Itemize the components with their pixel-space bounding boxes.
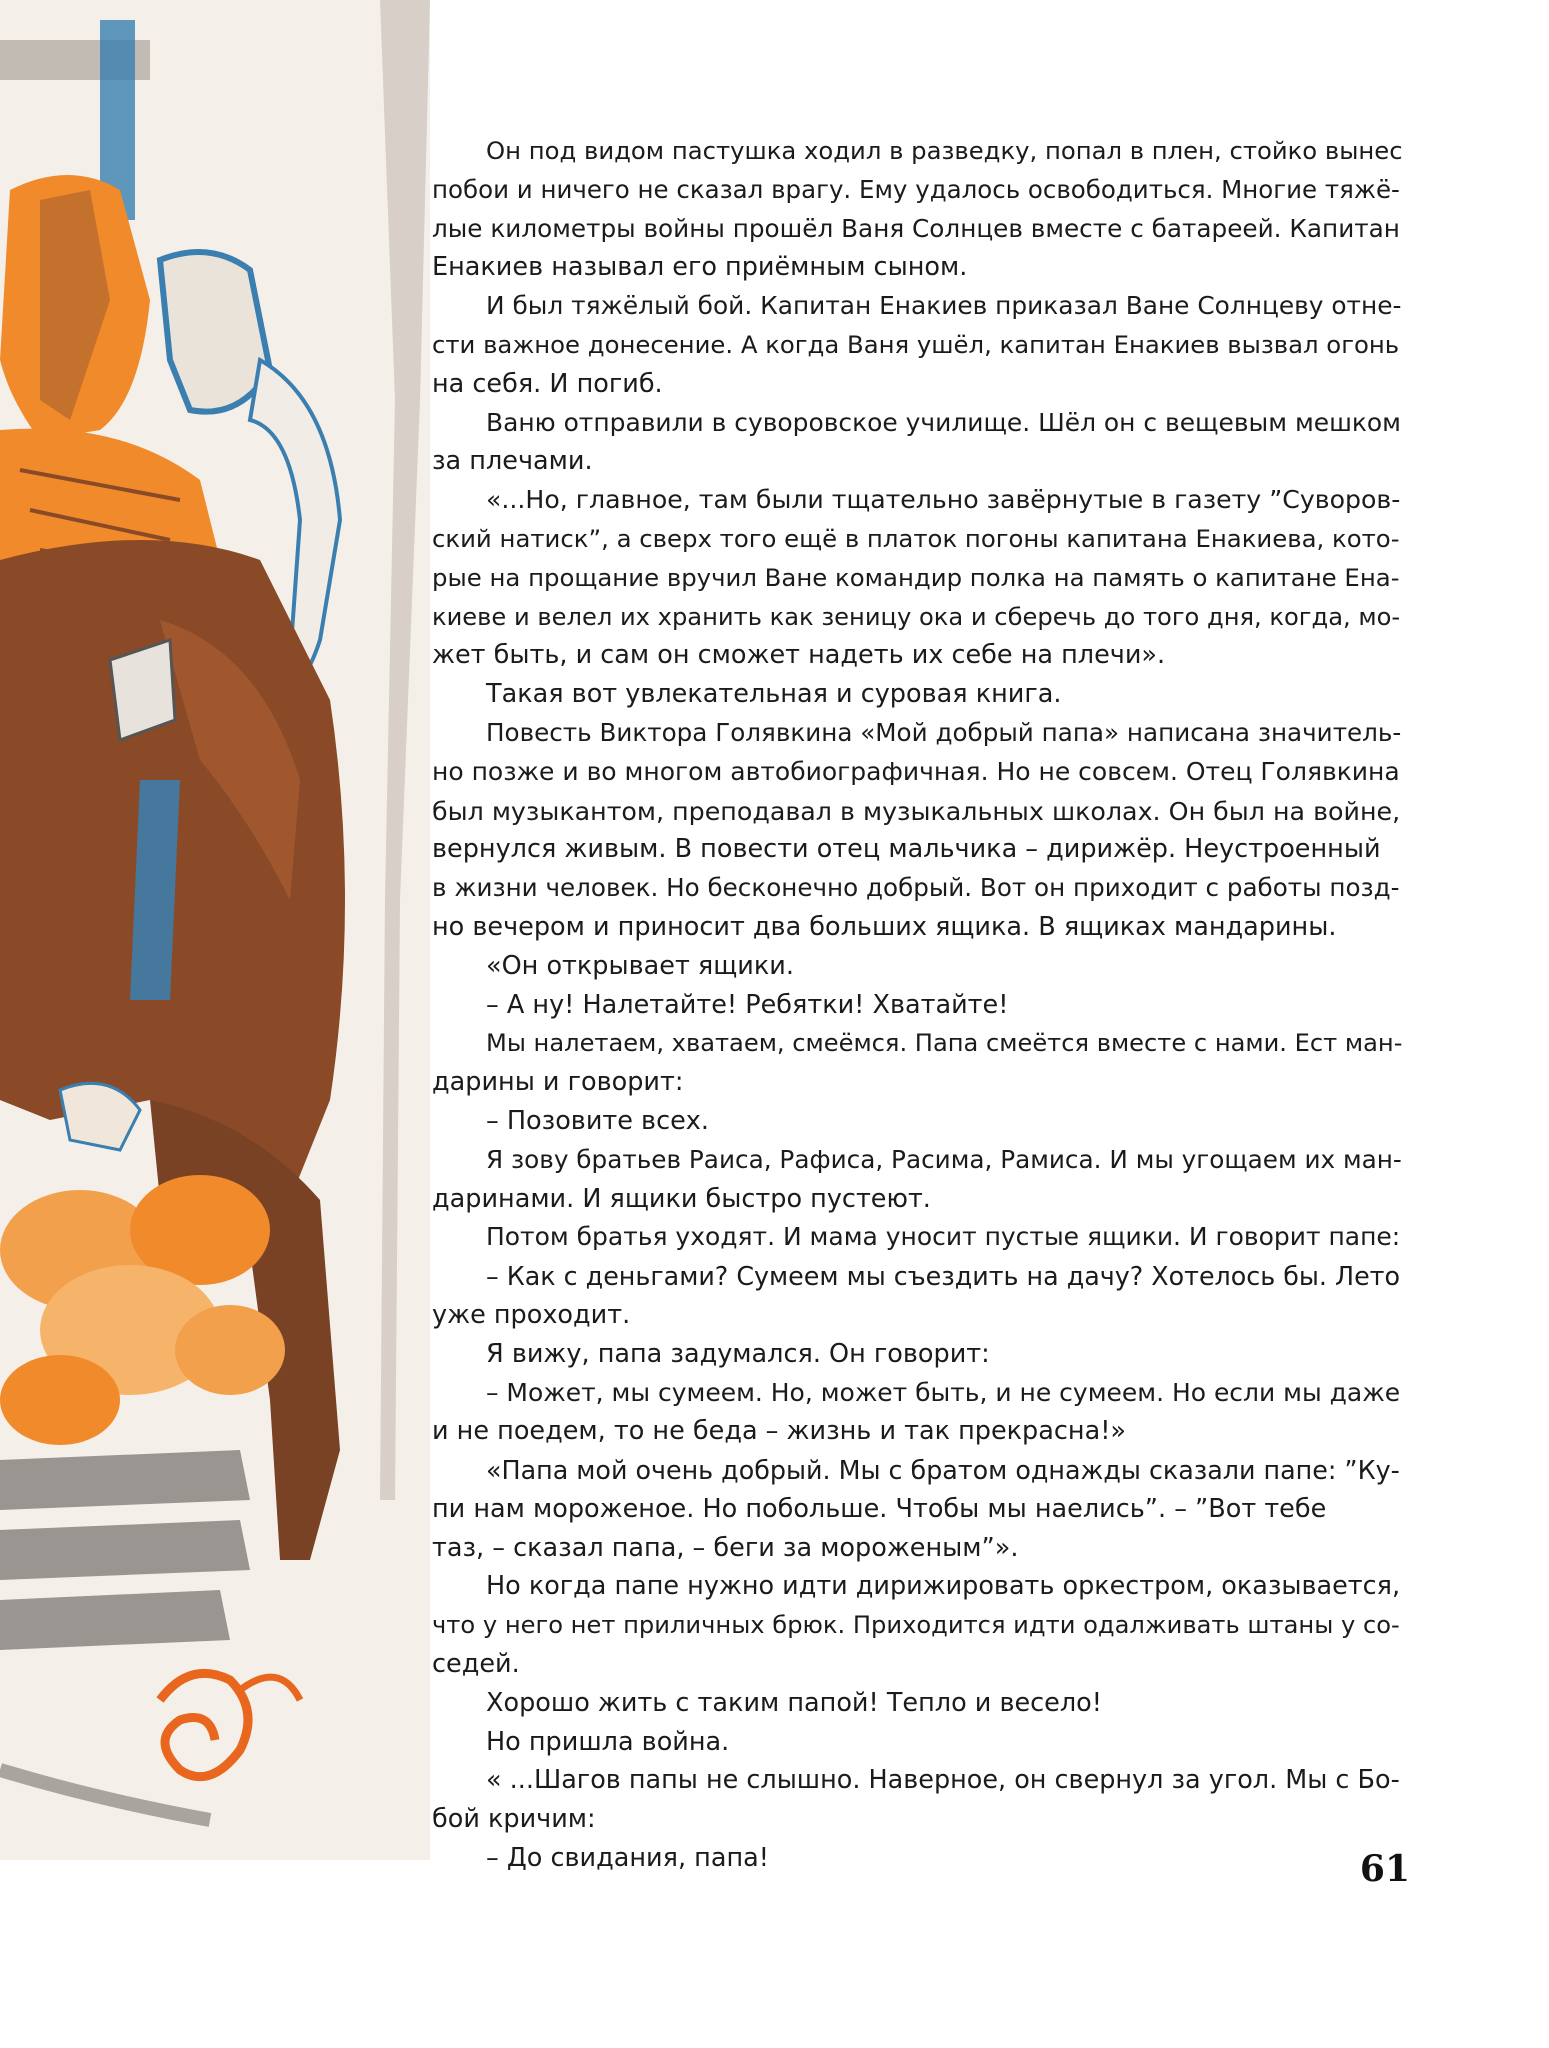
illustration xyxy=(0,0,450,1860)
text-line: жет быть, и сам он сможет надеть их себе на плечи». xyxy=(432,640,1166,671)
text-line: сти важное донесение. А когда Ваня ушёл, капитан Енакиев вызвал огонь xyxy=(432,329,1400,359)
text-line: Ваню отправили в суворовское училище. Шёл он с вещевым мешком xyxy=(486,407,1401,437)
text-line: и не поедем, то не беда – жизнь и так прекрасна!» xyxy=(432,1416,1127,1447)
text-line: – Как с деньгами? Сумеем мы съездить на дачу? Хотелось бы. Лето xyxy=(486,1261,1400,1292)
text-line: И был тяжёлый бой. Капитан Енакиев приказал Ване Солнцеву отне- xyxy=(486,291,1402,321)
text-line: Повесть Виктора Голявкина «Мой добрый папа» написана значитель- xyxy=(486,717,1402,747)
text-line: на себя. И погиб. xyxy=(432,368,663,399)
text-line: Енакиев называл его приёмным сыном. xyxy=(432,252,968,283)
body-text xyxy=(432,132,1403,1878)
text-line: «Папа мой очень добрый. Мы с братом однажды сказали папе: ”Ку- xyxy=(486,1455,1400,1486)
text-line: рые на прощание вручил Ване командир полка на память о капитане Ена- xyxy=(432,562,1400,592)
text-line: « ...Шагов папы не слышно. Наверное, он свернул за угол. Мы с Бо- xyxy=(486,1765,1400,1796)
text-line: Но когда папе нужно идти дирижировать оркестром, оказывается, xyxy=(486,1571,1401,1602)
text-line: Я вижу, папа задумался. Он говорит: xyxy=(486,1338,990,1369)
text-line: был музыкантом, преподавал в музыкальных школах. Он был на войне, xyxy=(432,795,1401,826)
text-line: Он под видом пастушка ходил в разведку, попал в плен, стойко вынес xyxy=(486,136,1403,165)
illustration-mandarin-5 xyxy=(175,1305,285,1395)
text-line: но позже и во многом автобиографичная. Но не совсем. Отец Голявкина xyxy=(432,756,1400,786)
text-line: лые километры войны прошёл Ваня Солнцев вместе с батареей. Капитан xyxy=(432,213,1400,243)
text-line: вернулся живым. В повести отец мальчика – дирижёр. Неустроенный xyxy=(432,834,1381,865)
text-line: Я зову братьев Раиса, Рафиса, Расима, Рамиса. И мы угощаем их ман- xyxy=(486,1144,1402,1174)
text-line: седей. xyxy=(432,1649,520,1680)
text-line: ский натиск”, а сверх того ещё в платок погоны капитана Енакиева, кото- xyxy=(432,523,1400,553)
text-line: «...Но, главное, там были тщательно завёрнутые в газету ”Суворов- xyxy=(486,485,1401,515)
text-line: – До свидания, папа! xyxy=(486,1843,769,1874)
text-line: что у него нет приличных брюк. Приходится идти одалживать штаны у со- xyxy=(432,1611,1400,1640)
text-line: киеве и велел их хранить как зеницу ока и сберечь до того дня, когда, мо- xyxy=(432,602,1401,631)
text-line: уже проходит. xyxy=(432,1299,631,1330)
text-line: пи нам мороженое. Но побольше. Чтобы мы наелись”. – ”Вот тебе xyxy=(432,1493,1327,1524)
text-line: – А ну! Налетайте! Ребятки! Хватайте! xyxy=(486,989,1009,1020)
text-line: Такая вот увлекательная и суровая книга. xyxy=(486,679,1062,710)
illustration-box xyxy=(0,1450,250,1650)
text-line: Но пришла война. xyxy=(486,1726,730,1757)
text-line: «Он открывает ящики. xyxy=(486,950,794,981)
text-line: дарины и говорит: xyxy=(432,1067,684,1098)
text-line: Мы налетаем, хватаем, смеёмся. Папа смеётся вместе с нами. Ест ман- xyxy=(486,1029,1403,1058)
text-line: – Может, мы сумеем. Но, может быть, и не сумеем. Но если мы даже xyxy=(486,1377,1401,1407)
text-line: даринами. И ящики быстро пустеют. xyxy=(432,1183,931,1214)
text-line: Потом братья уходят. И мама уносит пустые ящики. И говорит папе: xyxy=(486,1222,1401,1252)
text-line: – Позовите всех. xyxy=(486,1105,709,1136)
illustration-mandarin-4 xyxy=(0,1355,120,1445)
text-line: бой кричим: xyxy=(432,1804,596,1835)
text-line: побои и ничего не сказал врагу. Ему удалось освободиться. Многие тяжё- xyxy=(432,174,1400,204)
text-line: таз, – сказал папа, – беги за мороженым”». xyxy=(432,1532,1019,1563)
text-line: но вечером и приносит два больших ящика. В ящиках мандарины. xyxy=(432,911,1337,942)
text-line: Хорошо жить с таким папой! Тепло и весело! xyxy=(486,1687,1102,1718)
text-line: в жизни человек. Но бесконечно добрый. Вот он приходит с работы позд- xyxy=(432,873,1400,903)
page-number: 61 xyxy=(1359,1848,1410,1890)
text-line: за плечами. xyxy=(432,446,593,477)
